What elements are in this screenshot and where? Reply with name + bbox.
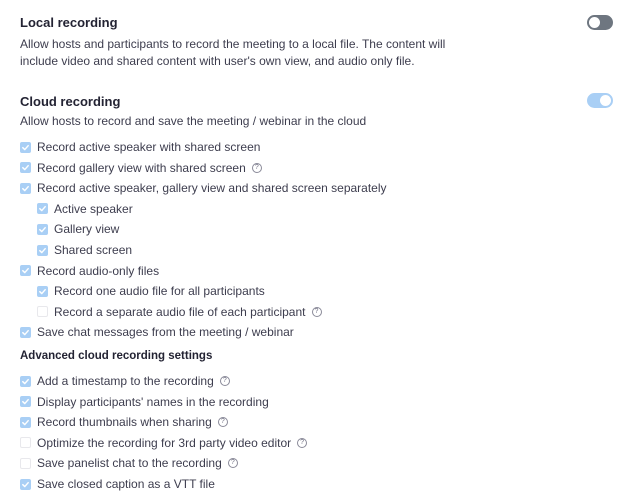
checkbox-checked[interactable] xyxy=(20,162,31,173)
option-optimize-the-recording-for-3rd-party-video-editor[interactable] xyxy=(20,435,307,451)
question-mark-icon[interactable]: ? xyxy=(312,307,322,317)
option-label: Record a separate audio file of each participant xyxy=(54,304,306,319)
checkbox-checked[interactable] xyxy=(20,142,31,153)
option-label: Record one audio file for all participants xyxy=(54,284,265,299)
toggle-knob xyxy=(600,95,611,106)
question-mark-icon[interactable]: ? xyxy=(228,458,238,468)
option-save-chat-messages-from-the-meeting-webinar[interactable] xyxy=(20,324,294,340)
cloud-recording-toggle[interactable] xyxy=(587,93,613,108)
cloud-recording-title: Cloud recording xyxy=(20,94,121,109)
checkbox-unchecked[interactable] xyxy=(20,437,31,448)
local-recording-title: Local recording xyxy=(20,15,118,30)
checkbox-checked[interactable] xyxy=(37,245,48,256)
option-label: Add a timestamp to the recording xyxy=(37,374,214,388)
option-display-participants-names-in-the-recording[interactable] xyxy=(20,394,269,410)
cloud-recording-description: Allow hosts to record and save the meeting / webinar in the cloud xyxy=(20,114,367,128)
checkbox-checked[interactable] xyxy=(20,479,31,490)
option-label: Shared screen xyxy=(54,243,133,257)
checkbox-checked[interactable] xyxy=(37,224,48,235)
option-label: Record thumbnails when sharing xyxy=(37,415,212,430)
option-record-thumbnails-when-sharing[interactable] xyxy=(20,414,228,430)
checkbox-checked[interactable] xyxy=(20,396,31,407)
option-record-a-separate-audio-file-of-each-participant[interactable] xyxy=(37,304,322,320)
question-mark-icon[interactable]: ? xyxy=(218,417,228,427)
option-label: Gallery view xyxy=(54,222,120,237)
toggle-knob xyxy=(589,17,600,28)
option-label: Optimize the recording for 3rd party video editor xyxy=(37,435,292,450)
option-label: Save closed caption as a VTT file xyxy=(37,477,215,491)
question-mark-icon[interactable]: ? xyxy=(220,376,230,386)
option-label: Display participants' names in the recording xyxy=(37,394,269,409)
checkbox-checked[interactable] xyxy=(20,265,31,276)
option-label: Save chat messages from the meeting / webinar xyxy=(37,325,294,340)
checkbox-checked[interactable] xyxy=(20,417,31,428)
checkbox-checked[interactable] xyxy=(37,203,48,214)
option-label: Record active speaker with shared screen xyxy=(37,140,261,154)
question-mark-icon[interactable]: ? xyxy=(297,438,307,448)
checkbox-checked[interactable] xyxy=(20,183,31,194)
advanced-settings-title: Advanced cloud recording settings xyxy=(20,350,213,362)
checkbox-unchecked[interactable] xyxy=(20,458,31,469)
option-record-active-speaker-gallery-view-and-shared-screen-separately[interactable] xyxy=(20,180,387,196)
option-label: Record audio-only files xyxy=(37,263,160,278)
checkbox-checked[interactable] xyxy=(20,327,31,338)
option-save-closed-caption-as-a-vtt-file[interactable] xyxy=(20,476,215,492)
option-label: Record active speaker, gallery view and shared screen separately xyxy=(37,181,387,196)
option-record-active-speaker-with-shared-screen[interactable] xyxy=(20,139,260,155)
local-recording-description: Allow hosts and participants to record the meeting to a local file. The content will include video and shared content with user's own view, and audio only file. xyxy=(20,37,446,68)
option-label: Record gallery view with shared screen xyxy=(37,160,246,175)
checkbox-checked[interactable] xyxy=(20,376,31,387)
option-record-gallery-view-with-shared-screen[interactable] xyxy=(20,160,262,176)
checkbox-unchecked[interactable] xyxy=(37,306,48,317)
local-recording-toggle[interactable] xyxy=(587,15,613,30)
option-record-one-audio-file-for-all-participants[interactable] xyxy=(37,283,265,299)
option-shared-screen[interactable] xyxy=(37,242,132,258)
checkbox-checked[interactable] xyxy=(37,286,48,297)
option-active-speaker[interactable] xyxy=(37,201,133,217)
option-save-panelist-chat-to-the-recording[interactable] xyxy=(20,455,238,471)
option-add-a-timestamp-to-the-recording[interactable] xyxy=(20,373,230,389)
option-record-audio-only-files[interactable] xyxy=(20,263,159,279)
option-label: Save panelist chat to the recording xyxy=(37,456,222,471)
option-label: Active speaker xyxy=(54,201,133,216)
option-gallery-view[interactable] xyxy=(37,221,119,237)
question-mark-icon[interactable]: ? xyxy=(252,163,262,173)
